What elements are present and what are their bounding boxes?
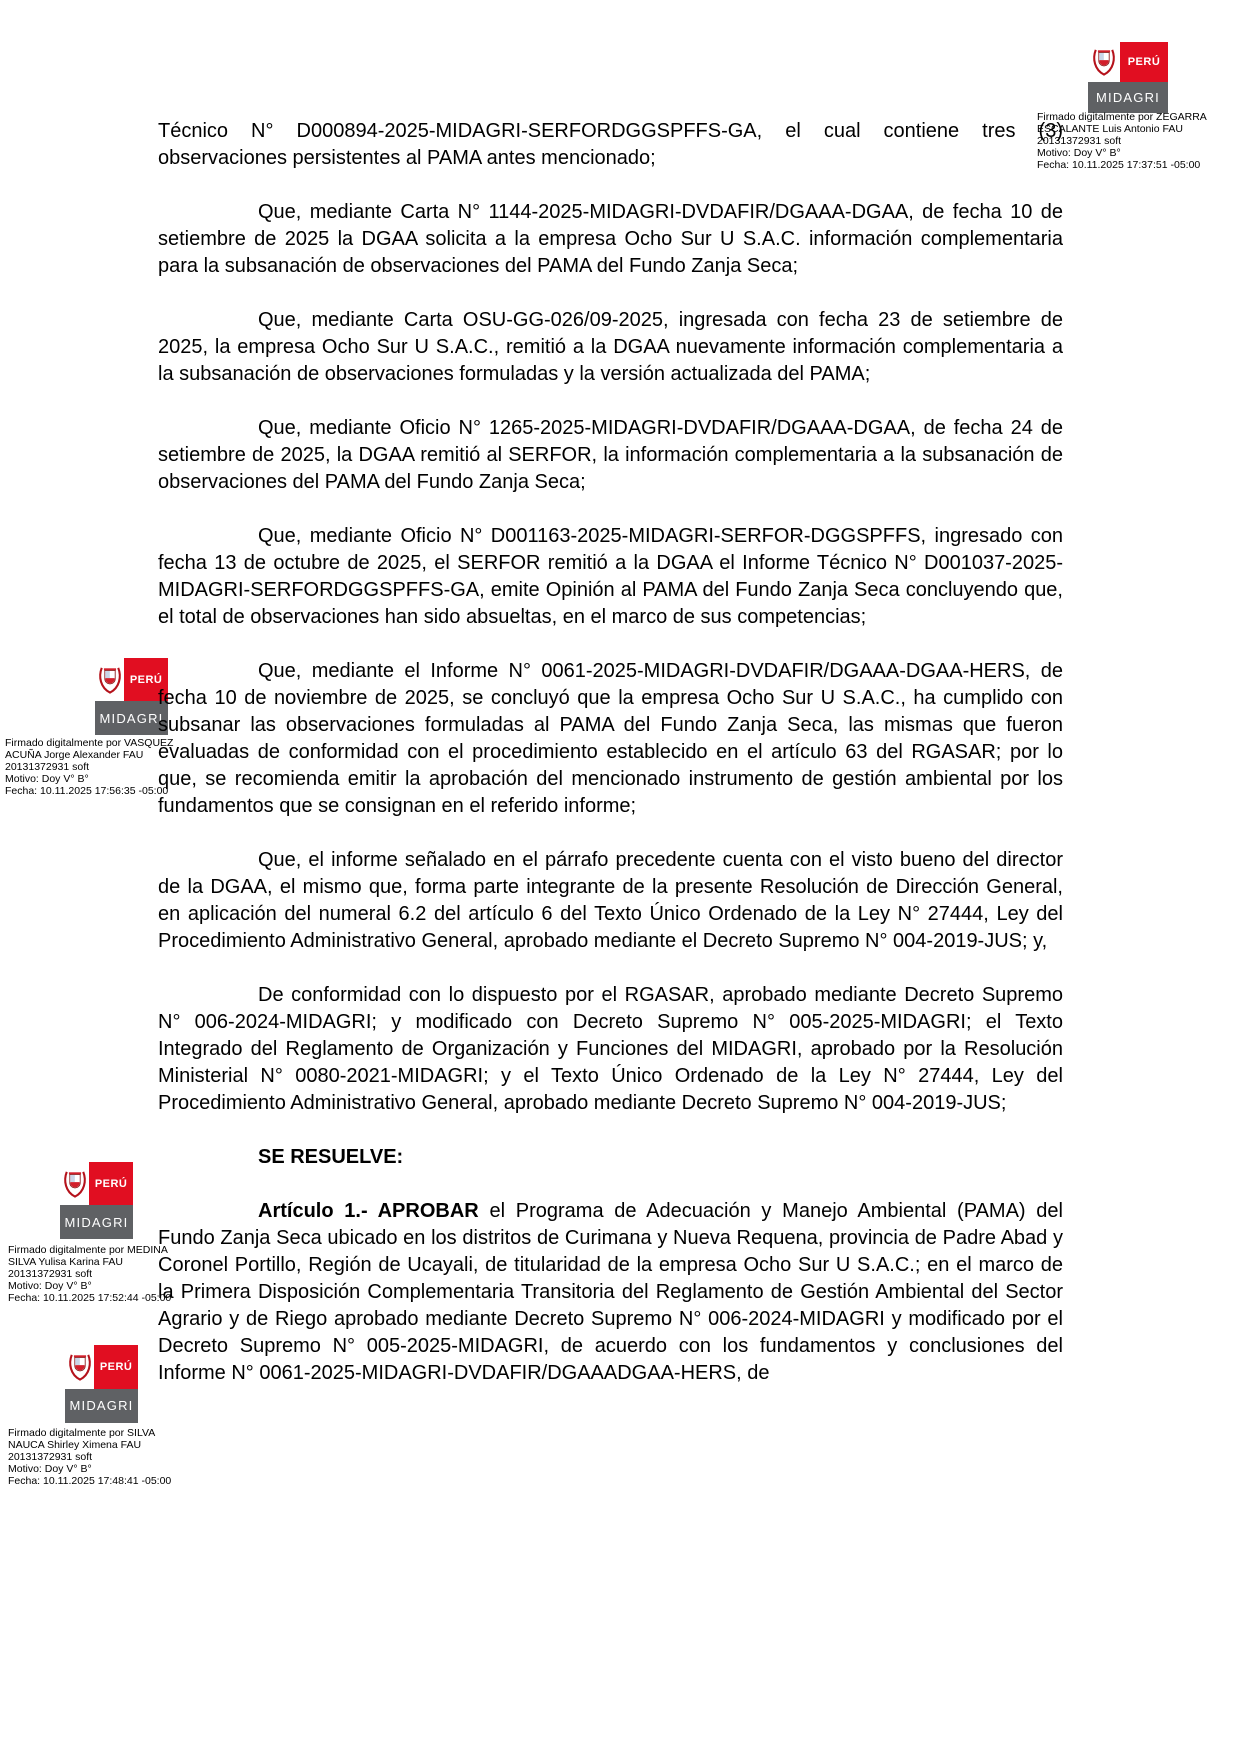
midagri-logo-slot: [60, 1162, 133, 1239]
peru-emblem: [95, 658, 124, 701]
signature-text-line: Fecha: 10.11.2025 17:37:51 -05:00: [1037, 159, 1201, 171]
signature-text-line: Motivo: Doy V° B°: [1037, 147, 1121, 159]
signature-text-line: Firmado digitalmente por VASQUEZ: [5, 737, 174, 749]
logo-top-row: [1088, 42, 1168, 82]
peru-label: PERÚ: [124, 658, 168, 701]
peru-emblem: [65, 1345, 94, 1389]
peru-coat-of-arms-icon: [67, 1352, 93, 1382]
midagri-label: MIDAGRI: [60, 1205, 133, 1239]
midagri-label: MIDAGRI: [1088, 82, 1168, 113]
articulo-1-paragraph: Artículo 1.- APROBAR el Programa de Adecuación y Manejo Ambiental (PAMA) del Fundo Zanja Seca ubicado en los distritos de Curimana y Nueva Requena, provincia de Padre Abad y Coronel Portillo, Región de Ucayali, de titularidad de la empresa Ocho Sur U S.A.C.; en el marco de la Primera Disposición Complementaria Transitoria del Reglamento de Gestión Ambiental del Sector Agrario y de Riego aprobado mediante Decreto Supremo N° 006-2024-MIDAGRI y modificado por el Decreto Supremo N° 005-2025-MIDAGRI, de acuerdo con los fundamentos y conclusiones del Informe N° 0061-2025-MIDAGRI-DVDAFIR/DGAAADGAA-HERS, de: [158, 1200, 1063, 1384]
peru-emblem: [60, 1162, 89, 1205]
paragraph: Que, mediante Oficio N° D001163-2025-MIDAGRI-SERFOR-DGGSPFFS, ingresado con fecha 13 de octubre de 2025, el SERFOR remitió a la DGAA el Informe Técnico N° D001037-2025-MIDAGRI-SERFORDGGSPFFS-GA, emite Opinión al PAMA del Fundo Zanja Seca concluyendo que, el total de observaciones han sido absueltas, en el marco de sus competencias;: [158, 525, 1063, 628]
paragraph: De conformidad con lo dispuesto por el RGASAR, aprobado mediante Decreto Supremo N° 006-2024-MIDAGRI; y modificado con Decreto Supremo N° 005-2025-MIDAGRI; el Texto Integrado del Reglamento de Organización y Funciones del MIDAGRI, aprobado por la Resolución Ministerial N° 0080-2021-MIDAGRI; y el Texto Único Ordenado de la Ley N° 27444, Ley del Procedimiento Administrativo General, aprobado mediante Decreto Supremo N° 004-2019-JUS;: [158, 984, 1063, 1114]
signature-text: [8, 1244, 171, 1304]
midagri-logo-slot: [1088, 42, 1168, 113]
bold-lead: Artículo 1.- APROBAR: [258, 1200, 479, 1222]
signature-text: [8, 1427, 171, 1487]
midagri-logo-slot: [65, 1345, 138, 1423]
paragraph: Que, mediante Carta OSU-GG-026/09-2025, ingresada con fecha 23 de setiembre de 2025, la empresa Ocho Sur U S.A.C., remitió a la DGAA nuevamente información complementaria a la subsanación de observaciones formuladas y la versión actualizada del PAMA;: [158, 309, 1063, 385]
signature-text-line: 20131372931 soft: [1037, 135, 1122, 147]
midagri-label: MIDAGRI: [65, 1389, 138, 1423]
paragraph: Que, mediante Oficio N° 1265-2025-MIDAGRI-DVDAFIR/DGAAA-DGAA, de fecha 24 de setiembre de 2025, la DGAA remitió al SERFOR, la información complementaria a la subsanación de observaciones del PAMA del Fundo Zanja Seca;: [158, 417, 1063, 493]
signature-text-line: 20131372931 soft: [5, 761, 90, 773]
signature-text-line: Fecha: 10.11.2025 17:52:44 -05:00: [8, 1292, 172, 1304]
paragraph: Que, mediante Carta N° 1144-2025-MIDAGRI-DVDAFIR/DGAAA-DGAA, de fecha 10 de setiembre de 2025 la DGAA solicita a la empresa Ocho Sur U S.A.C. información complementaria para la subsanación de observaciones del PAMA del Fundo Zanja Seca;: [158, 201, 1063, 277]
signature-text-line: Motivo: Doy V° B°: [5, 773, 89, 785]
signature-text-line: 20131372931 soft: [8, 1268, 93, 1280]
midagri-logo: [60, 1162, 133, 1239]
signature-text: [5, 737, 173, 797]
signature-stamp-top-right: [1037, 42, 1241, 182]
peru-label: PERÚ: [1120, 42, 1168, 82]
signature-text-line: NAUCA Shirley Ximena FAU: [8, 1439, 142, 1451]
midagri-label: MIDAGRI: [95, 701, 168, 735]
logo-top-row: [60, 1162, 133, 1205]
midagri-logo: [1088, 42, 1168, 113]
midagri-logo: [65, 1345, 138, 1423]
peru-label: PERÚ: [89, 1162, 133, 1205]
se-resuelve-heading: [158, 1144, 1063, 1171]
signature-text-line: Motivo: Doy V° B°: [8, 1280, 92, 1292]
signature-text-line: Firmado digitalmente por MEDINA: [8, 1244, 168, 1256]
peru-coat-of-arms-icon: [62, 1169, 88, 1199]
paragraph: Técnico N° D000894-2025-MIDAGRI-SERFORDGGSPFFS-GA, el cual contiene tres (3) observaciones persistentes al PAMA antes mencionado;: [158, 120, 1063, 169]
resolution-body-text: [158, 118, 1063, 1387]
signature-text-line: Firmado digitalmente por ZEGARRA: [1037, 111, 1207, 123]
peru-coat-of-arms-icon: [97, 665, 123, 695]
signature-text-line: Fecha: 10.11.2025 17:56:35 -05:00: [5, 785, 169, 797]
logo-top-row: [65, 1345, 138, 1389]
signature-text-line: 20131372931 soft: [8, 1451, 93, 1463]
peru-label: PERÚ: [94, 1345, 138, 1389]
bold-lead: SE RESUELVE:: [258, 1146, 404, 1168]
signature-text-line: SILVA Yulisa Karina FAU: [8, 1256, 123, 1268]
peru-coat-of-arms-icon: [1091, 47, 1117, 77]
paragraph: Que, el informe señalado en el párrafo precedente cuenta con el visto bueno del director de la DGAA, el mismo que, forma parte integrante de la presente Resolución de Dirección General, en aplicación del numeral 6.2 del artículo 6 del Texto Único Ordenado de la Ley N° 27444, Ley del Procedimiento Administrativo General, aprobado mediante el Decreto Supremo N° 004-2019-JUS; y,: [158, 849, 1063, 952]
signature-text-line: Motivo: Doy V° B°: [8, 1463, 92, 1475]
signature-text-line: ACUÑA Jorge Alexander FAU: [5, 749, 144, 761]
peru-emblem: [1088, 42, 1120, 82]
signature-text-line: ESCALANTE Luis Antonio FAU: [1037, 123, 1183, 135]
signature-text-line: Fecha: 10.11.2025 17:48:41 -05:00: [8, 1475, 172, 1487]
signature-text-line: Firmado digitalmente por SILVA: [8, 1427, 156, 1439]
paragraph: Que, mediante el Informe N° 0061-2025-MIDAGRI-DVDAFIR/DGAAA-DGAA-HERS, de fecha 10 de noviembre de 2025, se concluyó que la empresa Ocho Sur U S.A.C., ha cumplido con subsanar las observaciones formuladas al PAMA del Fundo Zanja Seca, las mismas que fueron evaluadas de conformidad con el procedimiento establecido en el artículo 63 del RGASAR; por lo que, se recomienda emitir la aprobación del mencionado instrumento de gestión ambiental por los fundamentos que se consignan en el referido informe;: [158, 660, 1063, 817]
